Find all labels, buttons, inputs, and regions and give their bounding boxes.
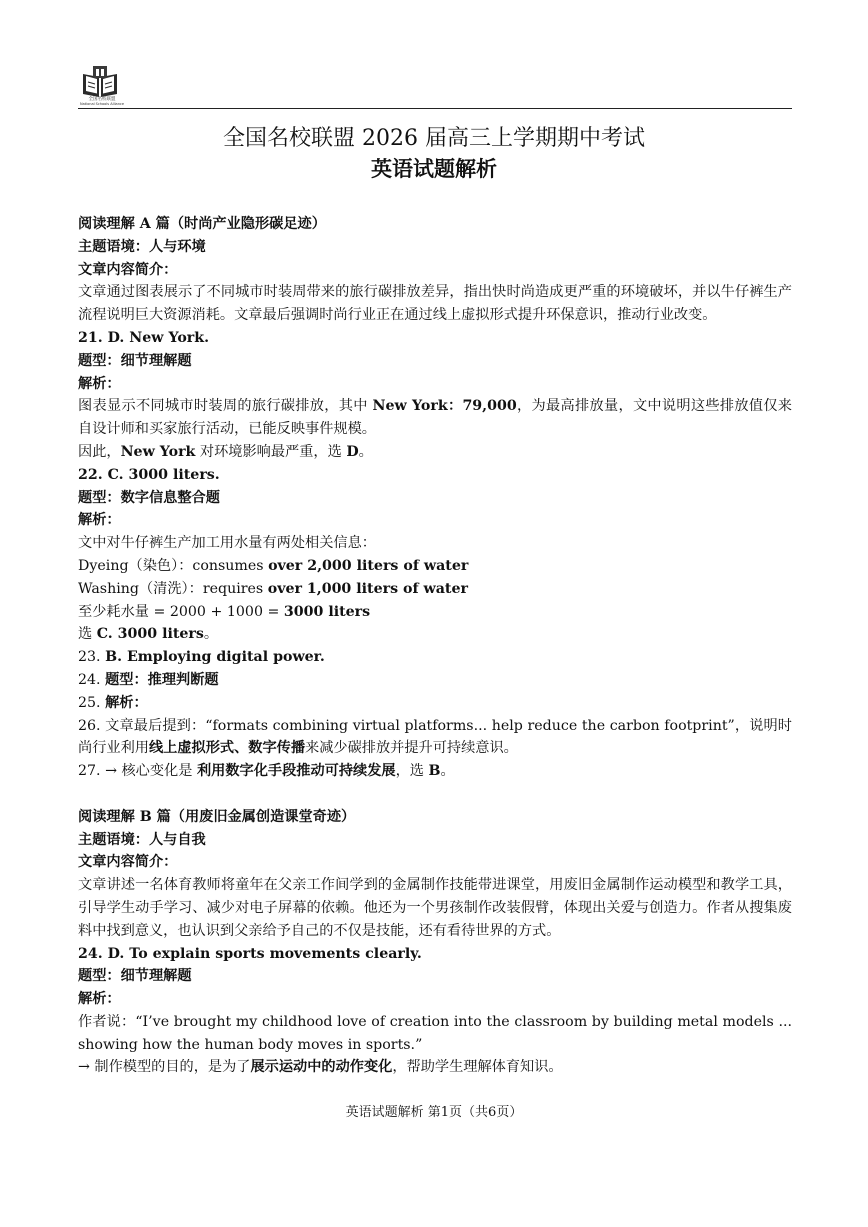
page-header (78, 60, 792, 109)
q23-answer (78, 646, 792, 669)
q23-text: 。 (440, 763, 455, 780)
q22-washing (78, 578, 792, 601)
section-b-heading: 阅读理解 B 篇（用废旧金属创造课堂奇迹） (78, 808, 356, 825)
q23-conclusion (78, 760, 792, 783)
q21-answer: 21. D. New York. (78, 329, 210, 346)
q22-type: 题型：数字信息整合题 (78, 489, 220, 506)
document-body (78, 213, 792, 1079)
q23-choice: B (428, 763, 441, 780)
q22-text: Washing（清洗）：requires (78, 580, 264, 597)
q22-dyeing (78, 555, 792, 578)
q24-text: ，帮助学生理解体育知识。 (392, 1059, 563, 1076)
q22-highlight: over 2,000 liters of water (268, 557, 469, 574)
q21-text: ，为最高排放量，文中说明这些排放值仅来自设计师和买家旅行活动，已能反映事件规模。 (78, 398, 792, 438)
logo-label-en: National Schools Alliance (79, 102, 124, 106)
q23-text: 27. → 核心变化是 (78, 763, 193, 780)
q24-text: → 制作模型的目的，是为了 (78, 1059, 251, 1076)
q23-text: ，选 (395, 763, 424, 780)
q21-text: 图表显示不同城市时装周的旅行碳排放，其中 (78, 398, 368, 415)
q22-text: 选 (78, 626, 93, 643)
section-b-summary-label: 文章内容简介： (78, 854, 178, 871)
q23-analysis-label (78, 692, 792, 715)
q21-analysis-label: 解析： (78, 375, 121, 392)
q24-type: 题型：细节理解题 (78, 968, 192, 985)
q23-type (78, 669, 792, 692)
section-spacer (78, 783, 792, 806)
page-subtitle: 英语试题解析 (371, 156, 497, 181)
section-a-summary: 文章通过图表展示了不同城市时装周带来的旅行碳排放差异，指出快时尚造成更严重的环境破坏，并以牛仔裤生产流程说明巨大资源消耗。文章最后强调时尚行业正在通过线上虚拟形式提升环保意识，推动行业改变。 (78, 284, 792, 324)
q21-text: 因此， (78, 443, 121, 460)
logo-label (76, 97, 128, 107)
section-a-heading: 阅读理解 A 篇（时尚产业隐形碳足迹） (78, 216, 326, 232)
q22-intro: 文中对牛仔裤生产加工用水量有两处相关信息： (78, 535, 376, 552)
q23-highlight: 利用数字化手段推动可持续发展 (196, 763, 396, 780)
q22-choose (78, 623, 792, 646)
q21-highlight: New York (120, 443, 196, 460)
q22-highlight: C. 3000 liters (96, 626, 204, 643)
q21-analysis-line1 (78, 395, 792, 441)
q22-highlight: 3000 liters (283, 603, 371, 620)
logo-label-cn: 全国名校联盟 (88, 97, 116, 102)
q22-analysis-label: 解析： (78, 512, 121, 529)
section-a-theme: 主题语境：人与环境 (78, 238, 206, 255)
book-logo-icon (80, 64, 120, 98)
q22-answer: 22. C. 3000 liters. (78, 466, 220, 483)
q24-analysis-label: 解析： (78, 991, 121, 1008)
q21-highlight: New York：79,000 (372, 398, 517, 415)
q23-number: 23. (78, 649, 101, 666)
q21-type: 题型：细节理解题 (78, 352, 192, 369)
section-a-summary-label: 文章内容简介： (78, 261, 178, 278)
q22-calc (78, 601, 792, 624)
q23-type-text: 题型：推理判断题 (105, 671, 219, 688)
page-title: 全国名校联盟 2026 届高三上学期期中考试 (223, 126, 645, 151)
title-block (0, 124, 868, 184)
q23-answer-text: B. Employing digital power. (105, 649, 325, 666)
q22-text: Dyeing（染色）：consumes (78, 557, 264, 574)
q23-number: 25. (78, 694, 101, 711)
q23-analysis (78, 715, 792, 761)
q24-answer: 24. D. To explain sports movements clearly. (78, 945, 422, 962)
q21-choice: D (346, 443, 359, 460)
page-footer: 英语试题解析 第1页（共6页） (345, 1105, 523, 1120)
q22-text: 。 (203, 626, 219, 643)
q24-quote: 作者说：“I’ve brought my childhood love of creation into the classroom by building metal models ... showing how the human body moves in sports.” (78, 1013, 792, 1053)
q23-analysis-text: 解析： (105, 694, 148, 711)
q24-conclusion (78, 1056, 792, 1079)
q21-text: 对环境影响最严重，选 (199, 443, 342, 460)
section-b-summary: 文章讲述一名体育教师将童年在父亲工作间学到的金属制作技能带进课堂，用废旧金属制作运动模型和教学工具，引导学生动手学习、减少对电子屏幕的依赖。他还为一个男孩制作改装假臂，体现出关爱与创造力。作者从搜集废料中找到意义，也认识到父亲给予自己的不仅是技能，还有看待世界的方式。 (78, 877, 792, 939)
q22-highlight: over 1,000 liters of water (267, 580, 468, 597)
q24-highlight: 展示运动中的动作变化 (250, 1059, 393, 1076)
q21-analysis-line2 (78, 441, 792, 464)
section-b-theme: 主题语境：人与自我 (78, 831, 206, 848)
q23-text: 来减少碳排放并提升可持续意识。 (305, 740, 518, 757)
q22-text: 至少耗水量 = 2000 + 1000 = (78, 603, 280, 620)
q23-highlight: 线上虚拟形式、数字传播 (148, 740, 306, 757)
q23-number: 24. (78, 671, 101, 688)
school-alliance-logo (79, 64, 124, 106)
q21-text: 。 (358, 443, 373, 460)
q23-text: 26. 文章最后提到：“formats combining virtual platforms... help reduce the carbon footprint”，说明时尚行业利用 (78, 717, 792, 757)
